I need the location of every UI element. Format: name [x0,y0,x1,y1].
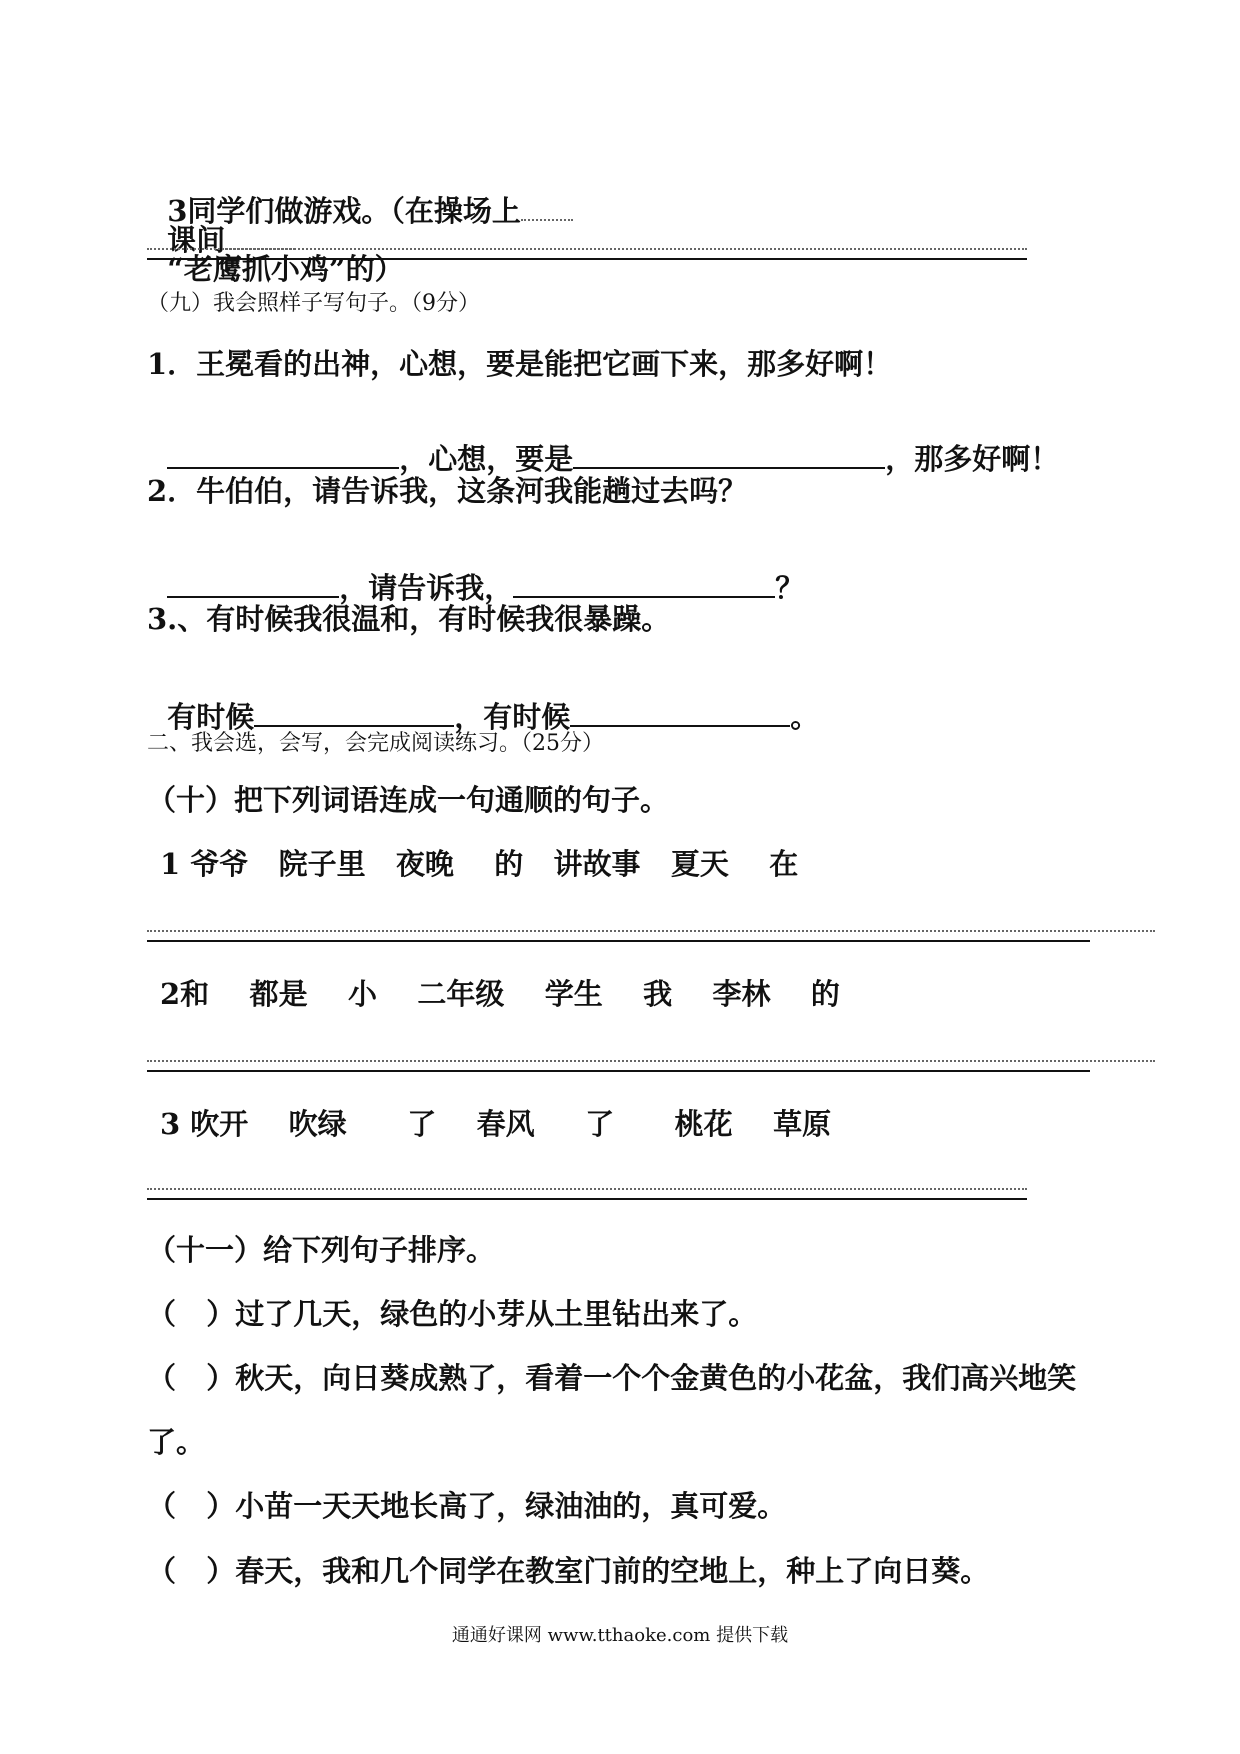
section9-example-3: 3.、有时候我很温和，有时候我很暴躁。 [147,602,671,636]
section10-title: （十）把下列词语连成一句通顺的句子。 [147,783,670,817]
answer-blank[interactable] [573,441,885,469]
section9-example-2: 2．牛伯伯，请告诉我，这条河我能趟过去吗？ [147,474,748,508]
section9-answer-3-text-1: ，有时候 [454,700,571,734]
answer-blank[interactable] [167,570,339,598]
q3-blank-1[interactable] [521,197,573,221]
answer-line[interactable] [147,258,1027,260]
section10-item-3: 3 吹开 吹绿 了 春风 了 桃花 草原 [160,1107,832,1141]
answer-dotted-line [147,930,1155,932]
answer-line[interactable] [147,940,1090,942]
answer-dotted-line [147,1060,1155,1062]
section9-answer-2-text-1: ，请告诉我， [339,571,514,605]
section9-title: （九）我会照样子写句子。（9分） [147,291,480,316]
section9-answer-3-text-0: 有时候 [167,700,255,734]
part2-title: 二、我会选，会写，会完成阅读练习。（25分） [147,731,604,756]
section9-answer-3-text-2: 。 [790,700,820,734]
section11-title: （十一）给下列句子排序。 [147,1233,496,1267]
q3-text-b: 课间 [167,223,226,257]
answer-dotted-line [147,1188,1027,1190]
section9-answer-1-text-2: ，那多好啊！ [885,442,1060,476]
section11-item-1: （ ）过了几天，绿色的小芽从土里钻出来了。 [147,1297,758,1331]
answer-dotted-line [147,248,1027,250]
section11-item-2-cont: 了。 [147,1425,206,1459]
section11-item-4: （ ）春天，我和几个同学在教室门前的空地上，种上了向日葵。 [147,1554,990,1588]
section11-item-2: （ ）秋天，向日葵成熟了，看着一个个金黄色的小花盆，我们高兴地笑 [147,1361,1077,1395]
section10-item-1: 1 爷爷 院子里 夜晚 的 讲故事 夏天 在 [160,847,799,881]
q3-text-c: “老鹰抓小鸡”的） [167,252,404,286]
answer-blank[interactable] [167,441,399,469]
section9-answer-1 [147,412,1059,474]
answer-blank[interactable] [254,699,454,727]
answer-blank[interactable] [513,570,775,598]
q3-blank-2[interactable] [225,226,295,250]
answer-line[interactable] [147,1070,1090,1072]
section9-answer-1-text-1: ，心想，要是 [399,442,574,476]
answer-blank[interactable] [570,699,790,727]
section9-answer-2-text-2: ？ [775,571,805,605]
section9-answer-2 [147,541,804,603]
section10-item-2: 2和 都是 小 二年级 学生 我 李林 的 [160,977,840,1011]
footer-source: 通通好课网 www.tthaoke.com 提供下载 [451,1625,789,1646]
q3-text-a: 3同学们做游戏。（在操场上 [167,194,521,228]
q3-combine-line [147,168,573,284]
section11-item-3: （ ）小苗一天天地长高了，绿油油的，真可爱。 [147,1489,787,1523]
section9-answer-3 [147,670,819,732]
answer-line[interactable] [147,1198,1027,1200]
section9-example-1: 1．王冕看的出神，心想，要是能把它画下来，那多好啊！ [147,347,893,381]
